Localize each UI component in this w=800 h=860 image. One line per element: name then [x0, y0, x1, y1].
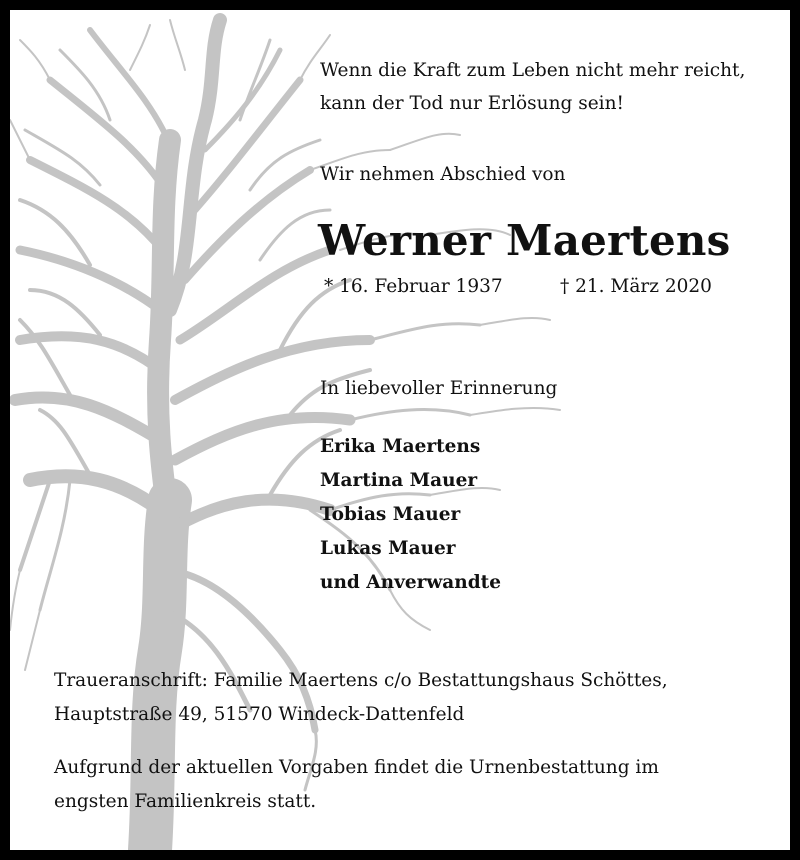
mourner-name: Tobias Mauer — [320, 504, 461, 525]
burial-notice — [54, 751, 746, 819]
memory-line: In liebevoller Erinnerung — [320, 378, 558, 399]
farewell-intro: Wir nehmen Abschied von — [320, 164, 566, 185]
motto-line: Wenn die Kraft zum Leben nicht mehr reicht, — [320, 60, 746, 81]
mourner-name: Martina Mauer — [320, 470, 478, 491]
mourner-name: Lukas Mauer — [320, 538, 456, 559]
motto-line: kann der Tod nur Erlösung sein! — [320, 93, 624, 114]
address-line: Hauptstraße 49, 51570 Windeck-Dattenfeld — [54, 704, 465, 725]
mourner-name: und Anverwandte — [320, 572, 501, 593]
mourners-list — [320, 430, 501, 600]
birth-date: * 16. Februar 1937 — [324, 276, 503, 297]
mourner-name: Erika Maertens — [320, 436, 481, 457]
deceased-name: Werner Maertens — [318, 216, 731, 265]
burial-line: engsten Familienkreis statt. — [54, 791, 317, 812]
death-date: † 21. März 2020 — [560, 276, 712, 297]
motto-verse — [320, 54, 745, 120]
mourning-address — [54, 664, 746, 732]
burial-line: Aufgrund der aktuellen Vorgaben findet die Urnenbestattung im — [54, 757, 659, 778]
address-line: Traueranschrift: Familie Maertens c/o Bestattungshaus Schöttes, — [54, 670, 668, 691]
